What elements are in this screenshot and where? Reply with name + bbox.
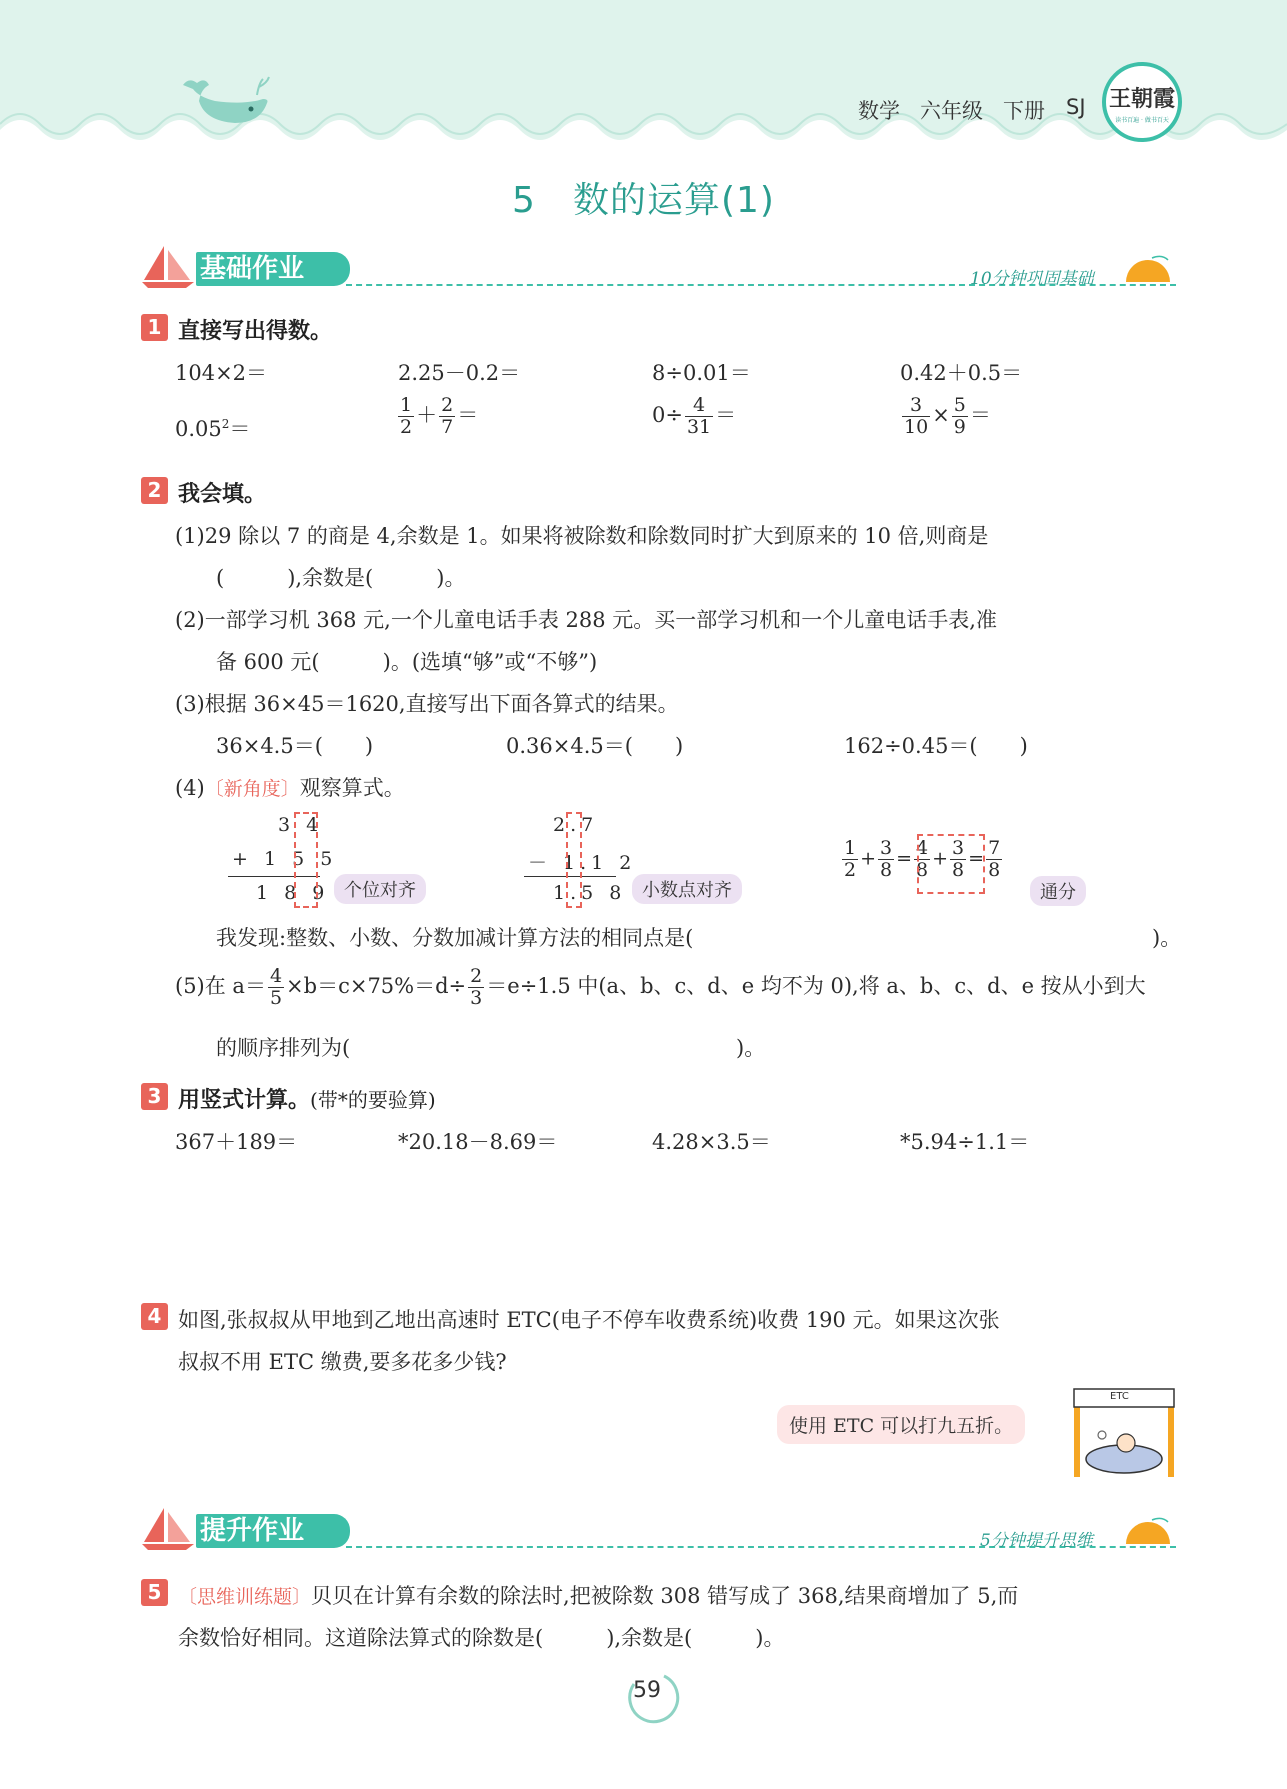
power-exponent: 2 (221, 417, 230, 431)
equals: ＝ (229, 417, 251, 441)
page-number: 59 (633, 1678, 661, 1703)
q1-item: 104×2＝ (175, 361, 268, 385)
sunrise-icon (1122, 252, 1174, 286)
q3-item: 4.28×3.5＝ (652, 1130, 771, 1154)
q1-item-fraction-sum: $\frac{1}{2}$ ＋ $\frac{2}{7}$ ＝ (400, 394, 479, 438)
power-base: 0.05 (175, 417, 222, 441)
sailboat-icon (140, 244, 196, 290)
section-advance-hint: 5分钟提升思维 (980, 1531, 1093, 1551)
q2-p1-line2: ( ),余数是( )。 (216, 566, 466, 590)
q2-p3-item: 0.36×4.5＝( ) (506, 734, 684, 758)
fraction: $\frac{1}{2}$ (844, 837, 857, 881)
q2-p3-item: 162÷0.45＝( ) (844, 734, 1028, 758)
crumb-grade: 六年级 (920, 99, 983, 123)
q2-title: 我会填。 (178, 482, 267, 507)
fraction: $\frac{3}{8}$ (952, 837, 965, 881)
fraction: $\frac{4}{5}$ (269, 965, 283, 1009)
q2-p4-found: 我发现:整数、小数、分数加减计算方法的相同点是( (216, 926, 694, 950)
q4-hint-bubble: 使用 ETC 可以打九五折。 (777, 1405, 1025, 1444)
crumb-subject: 数学 (858, 99, 900, 123)
q2-p3-line1: (3)根据 36×45＝1620,直接写出下面各算式的结果。 (175, 692, 679, 716)
q4-number: 4 (141, 1303, 168, 1330)
q1-item-power (175, 413, 250, 443)
v2-bot: 1.5 8 (553, 882, 627, 904)
q1-number: 1 (141, 314, 168, 341)
section-basic-hint: 10分钟巩固基础 (970, 269, 1094, 289)
q4-line1: 如图,张叔叔从甲地到乙地出高速时 ETC(电子不停车收费系统)收费 190 元。如果这次张 (178, 1308, 1000, 1332)
q2-p5-line1: (5)在 a＝ $\frac{4}{5}$ ×b＝c×75%＝d÷ $\frac{2}{3}$ ＝e÷1.5 中(a、b、c、d、e 均不为 0),将 a、b、c、d、e 按从小到大 (175, 965, 1146, 1009)
v2-top: 2.7 (553, 814, 599, 836)
page-title: 5 数的运算(1) (512, 180, 775, 221)
v1-bot: 1 8 9 (256, 882, 330, 904)
q1-item: 8÷0.01＝ (652, 361, 751, 385)
v1-label: 个位对齐 (334, 874, 426, 904)
crumb-volume: 下册 (1003, 99, 1045, 123)
v3-label: 通分 (1030, 876, 1086, 906)
whale-icon (175, 75, 275, 135)
q2-p5-line2-end: )。 (736, 1036, 766, 1060)
sunrise-icon (1122, 1514, 1174, 1548)
logo-text: 王朝霞 (1108, 86, 1175, 112)
v2-mid: － 1.1 2 (528, 852, 637, 874)
fraction: $\frac{5}{9}$ (953, 394, 966, 438)
sailboat-icon (140, 1506, 196, 1552)
q1-item: 0.42＋0.5＝ (900, 361, 1023, 385)
etc-sign-text: ETC (1110, 1391, 1129, 1402)
q2-p2-line2: 备 600 元( )。(选填“够”或“不够”) (216, 650, 598, 674)
q5-number: 5 (141, 1579, 168, 1606)
v1-top: 3 4 (278, 814, 324, 836)
q5-line2: 余数恰好相同。这道除法算式的除数是( ),余数是( )。 (178, 1626, 785, 1650)
q2-p5-line2: 的顺序排列为( (216, 1036, 351, 1060)
section-advance-label: 提升作业 (196, 1514, 350, 1548)
q3-item: 367＋189＝ (175, 1130, 298, 1154)
q2-p4-line: (4)〔新角度〕观察算式。 (175, 776, 405, 800)
v1-highlight (294, 812, 318, 908)
fraction: $\frac{4}{31}$ (686, 394, 712, 438)
fraction: $\frac{2}{3}$ (470, 965, 483, 1009)
fraction: $\frac{3}{8}$ (880, 837, 893, 881)
q3-item: *20.18－8.69＝ (398, 1130, 558, 1154)
v1-mid: + 1 5 5 (232, 848, 338, 870)
q1-item-fraction-product: $\frac{3}{10}$ × $\frac{5}{9}$ ＝ (904, 394, 991, 438)
q4-line2: 叔叔不用 ETC 缴费,要多花多少钱? (178, 1350, 507, 1374)
q3-number: 3 (141, 1083, 168, 1110)
q5-line1: 〔思维训练题〕贝贝在计算有余数的除法时,把被除数 308 错写成了 368,结果商增加了 5,而 (178, 1584, 1019, 1608)
fraction: $\frac{4}{8}$ (916, 837, 929, 881)
q2-p4-found-end: )。 (1152, 926, 1182, 950)
q2-p2-line1: (2)一部学习机 368 元,一个儿童电话手表 288 元。买一部学习机和一个儿童电话手表,准 (175, 608, 997, 632)
q1-title: 直接写出得数。 (178, 319, 333, 344)
q3-title: 用竖式计算。(带*的要验算) (178, 1088, 436, 1113)
v2-highlight (566, 812, 582, 908)
q2-number: 2 (141, 477, 168, 504)
v3-equation: $\frac{1}{2}$ + $\frac{3}{8}$ = $\frac{4}{8}$ + $\frac{3}{8}$ = $\frac{7}{8}$ (844, 837, 1001, 881)
q1-item-division: 0÷ $\frac{4}{31}$ ＝ (652, 394, 737, 438)
fraction: $\frac{3}{10}$ (904, 394, 929, 438)
thinking-tag: 〔思维训练题〕 (178, 1586, 312, 1608)
q1-item: 2.25－0.2＝ (398, 361, 521, 385)
v2-label: 小数点对齐 (632, 874, 742, 904)
q3-item: *5.94÷1.1＝ (900, 1130, 1030, 1154)
fraction: $\frac{2}{7}$ (441, 394, 454, 438)
v3-highlight (917, 834, 985, 894)
brand-logo (1102, 62, 1182, 142)
crumb-edition: SJ (1066, 95, 1086, 119)
q2-p1-line1: (1)29 除以 7 的商是 4,余数是 1。如果将被除数和除数同时扩大到原来的 10 倍,则商是 (175, 524, 989, 548)
fraction: $\frac{1}{2}$ (400, 394, 413, 438)
fraction: $\frac{7}{8}$ (988, 837, 1001, 881)
logo-sub: 读书百遍 · 做书百天 (1115, 117, 1169, 124)
q2-p3-item: 36×4.5＝( ) (216, 734, 374, 758)
section-basic-label: 基础作业 (196, 252, 350, 286)
new-angle-tag: 〔新角度〕 (204, 778, 300, 800)
